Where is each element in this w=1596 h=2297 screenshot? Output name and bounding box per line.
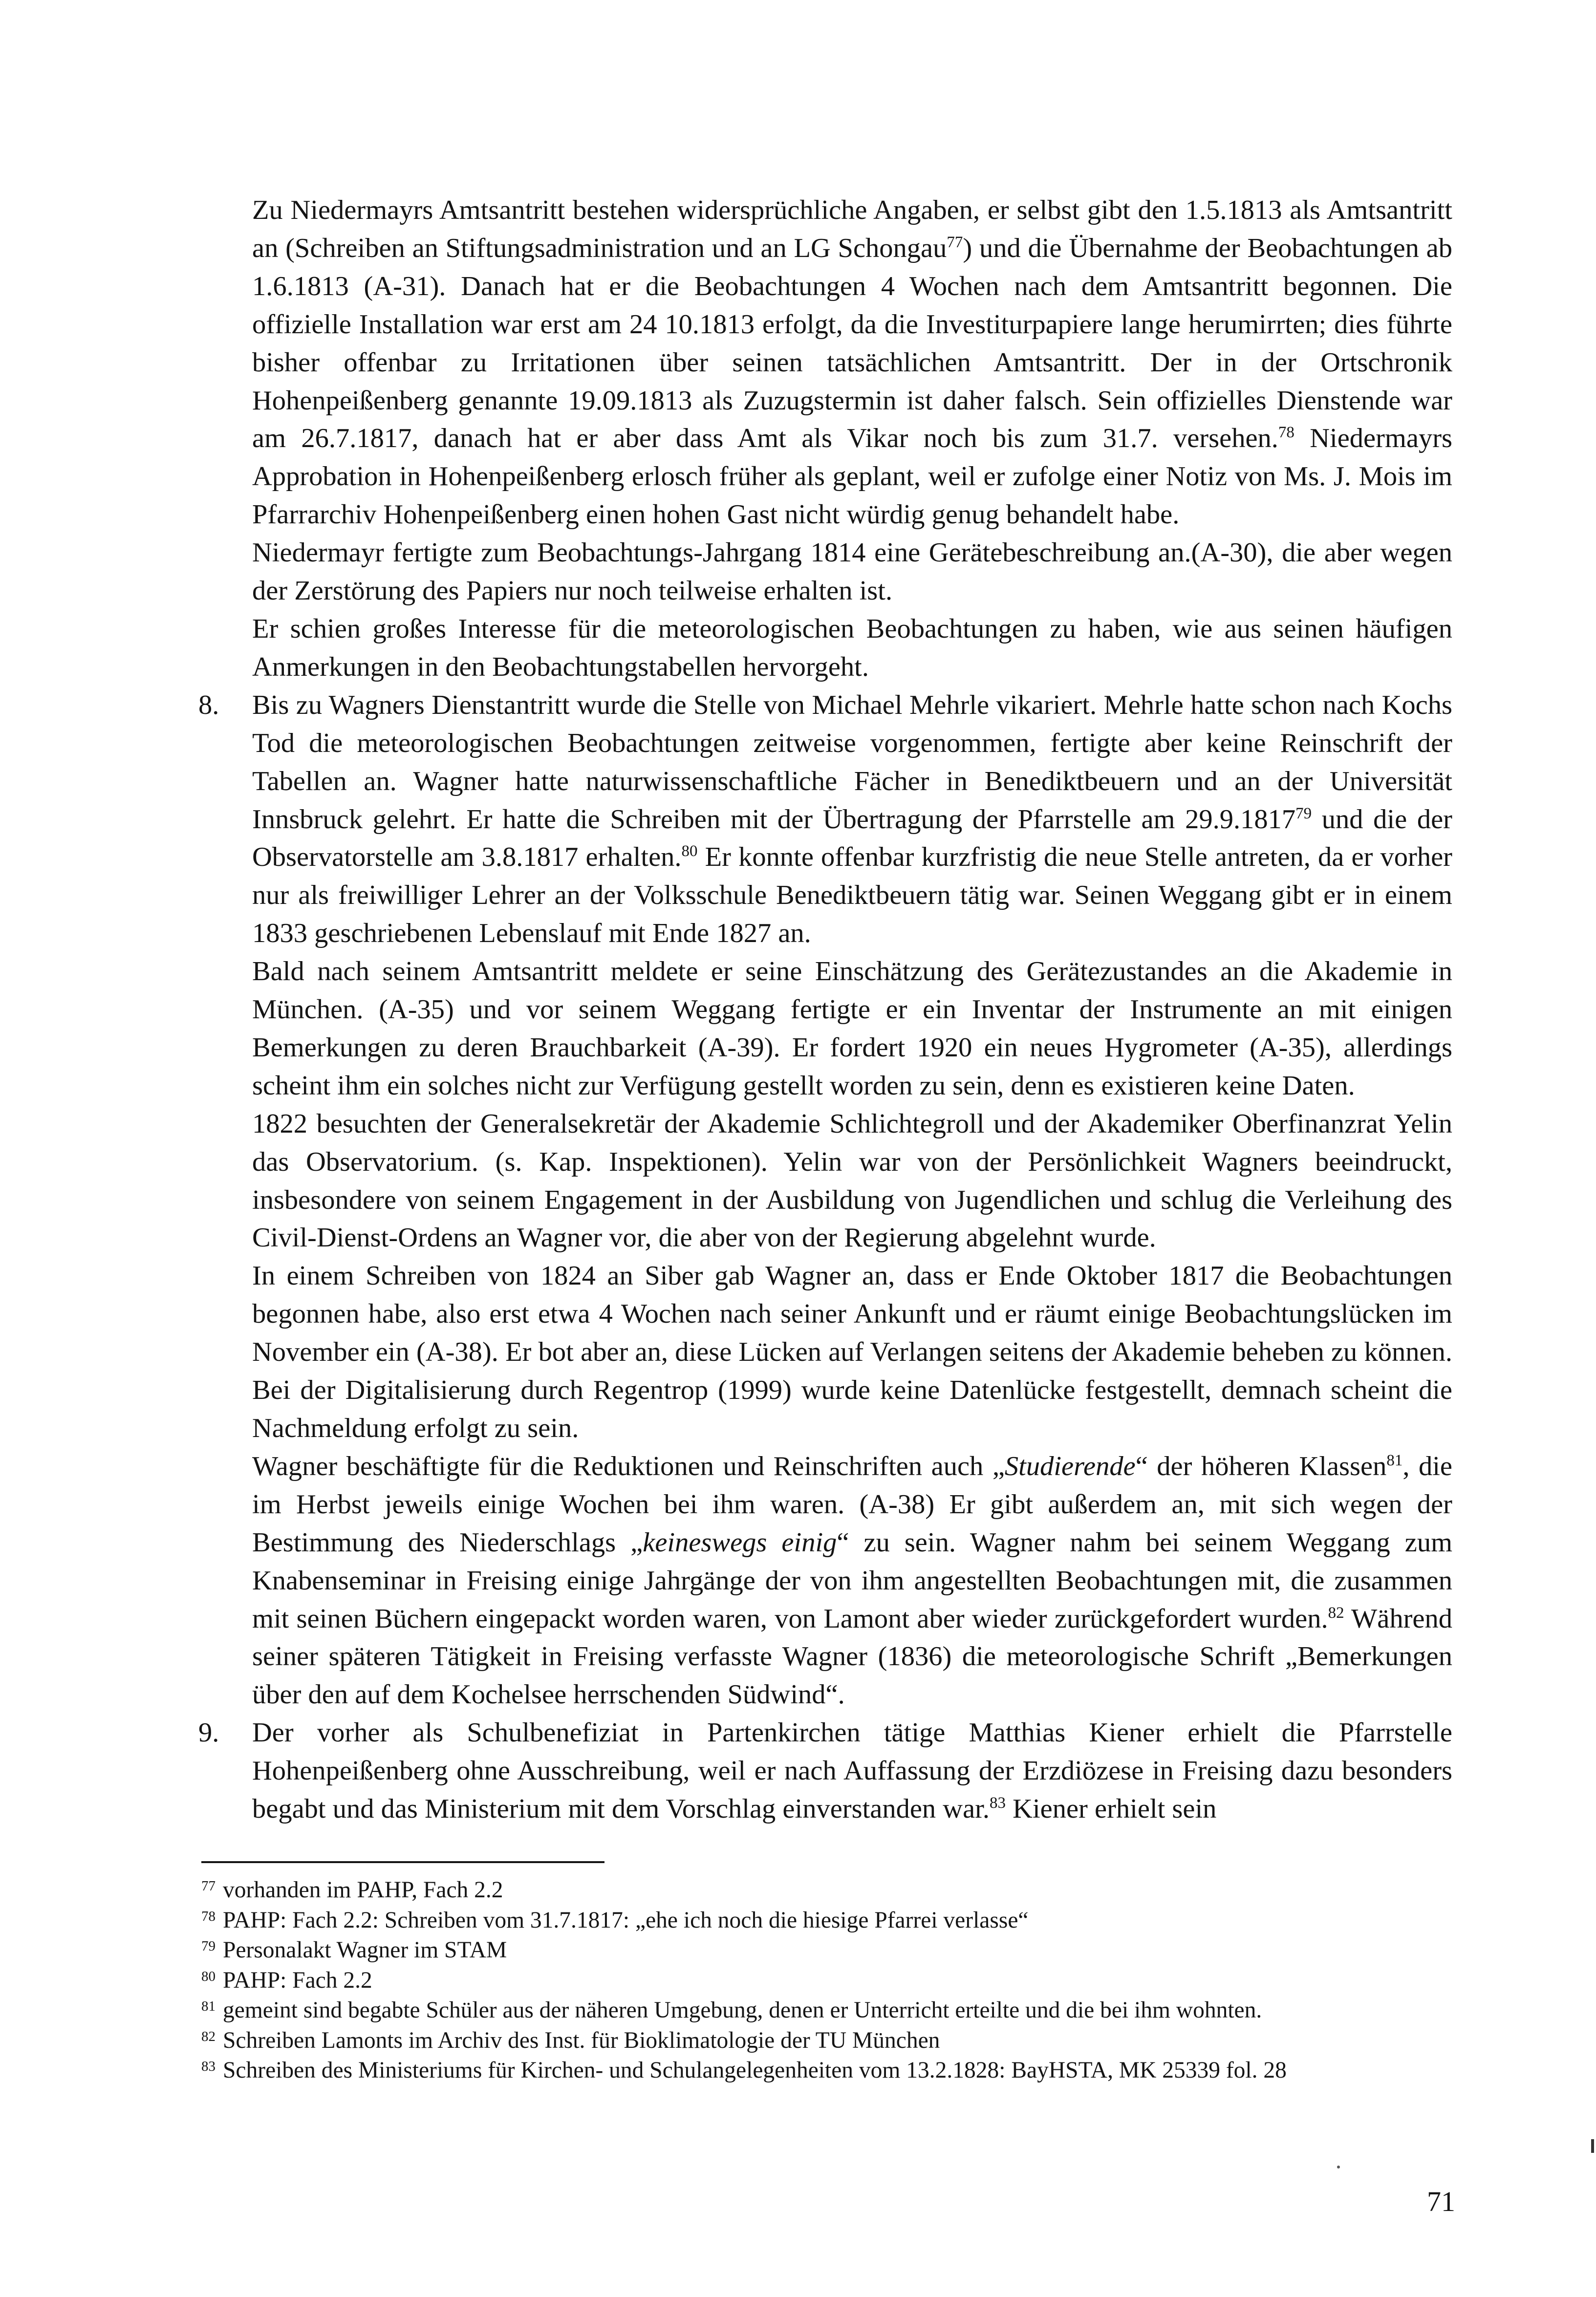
footnote-text: vorhanden im PAHP, Fach 2.2 (223, 1877, 503, 1903)
footnote (201, 1875, 1452, 1906)
list-number: 9. (198, 1717, 219, 1748)
italic-text: keineswegs einig (643, 1527, 837, 1558)
numbered-paragraph (198, 687, 1452, 953)
list-number: 8. (198, 689, 219, 720)
footnote-text: PAHP: Fach 2.2: Schreiben vom 31.7.1817: „ehe ich noch die hiesige Pfarrei verlasse“ (223, 1907, 1029, 1933)
text-run: In einem Schreiben von 1824 an Siber gab Wagner an, dass er Ende Oktober 1817 die Beobachtungen begonnen habe, also erst etwa 4 Wochen nach seiner Ankunft und er räumt einige Beobachtungslücken im November ein (A-38). Er bot aber an, diese Lücken auf Verlangen seitens der Akademie beheben zu können. Bei der Digitalisierung durch Regentrop (1999) wurde keine Datenlücke festgestellt, demnach scheint die Nachmeldung erfolgt zu sein. (252, 1261, 1452, 1443)
scan-edge-mark (1591, 2139, 1594, 2153)
paragraph (252, 192, 1452, 534)
text-run: und die der Observatorstelle am 3.8.1817 erhalten. (252, 804, 1452, 873)
text-run: ) und die Übernahme der Beobachtungen ab 1.6.1813 (A-31). Danach hat er die Beobachtungen 4 Wochen nach dem Amtsantritt begonnen. Die offizielle Installation war erst am 24 10.1813 erfolgt, da die Investiturpapiere lange herumirrten; dies führte bisher offenbar zu Irritationen über seinen tatsächlichen Amtsantritt. Der in der Ortschronik Hohenpeißenberg genannte 19.09.1813 als Zuzugstermin ist daher falsch. Sein offizielles Dienstende war am 26.7.1817, danach hat er aber dass Amt als Vikar noch bis zum 31.7. versehen. (252, 233, 1452, 454)
footnote (201, 2056, 1452, 2086)
footnote (201, 1906, 1452, 1936)
paragraph (252, 534, 1452, 610)
footnote-divider (201, 1861, 604, 1863)
text-run: “ der höheren Klassen (1135, 1451, 1387, 1481)
footnote-number: 80 (201, 1968, 216, 1984)
page-number: 71 (1427, 2186, 1455, 2217)
text-run: Wagner beschäftigte für die Reduktionen und Reinschriften auch „ (252, 1451, 1005, 1481)
text-run: , die im Herbst jeweils einige Wochen bei ihm waren. (A-38) Er gibt außerdem an, mit sich wegen der Bestimmung des Niederschlags „ (252, 1451, 1452, 1558)
italic-text: Studierende (1004, 1451, 1136, 1481)
footnote-text: Personalakt Wagner im STAM (223, 1937, 507, 1963)
footnote-ref: 82 (1328, 1604, 1344, 1622)
numbered-paragraph (198, 1714, 1452, 1828)
footnote-ref: 78 (1278, 424, 1294, 442)
text-run: “ zu sein. Wagner nahm bei seinem Weggang zum Knabenseminar in Freising einige Jahrgänge der von ihm angestellten Beobachtungen mit, die zusammen mit seinen Büchern eingepackt worden waren, von Lamont aber wieder zurückgefordert wurden. (252, 1527, 1453, 1634)
paragraph (252, 1105, 1452, 1258)
footnote-text: PAHP: Fach 2.2 (223, 1967, 372, 1993)
footnote-text: Schreiben Lamonts im Archiv des Inst. für Bioklimatologie der TU München (223, 2027, 940, 2053)
footnotes (201, 1875, 1452, 2086)
footnote-number: 83 (201, 2059, 216, 2074)
footnote-number: 77 (201, 1878, 216, 1894)
text-run: Niedermayr fertigte zum Beobachtungs-Jahrgang 1814 eine Gerätebeschreibung an.(A-30), die aber wegen der Zerstörung des Papiers nur noch teilweise erhalten ist. (252, 537, 1452, 606)
text-run: Er konnte offenbar kurzfristig die neue Stelle antreten, da er vorher nur als freiwilliger Lehrer an der Volksschule Benediktbeuern tätig war. Seinen Weggang gibt er in einem 1833 geschriebenen Lebenslauf mit Ende 1827 an. (252, 842, 1452, 949)
text-run: Er schien großes Interesse für die meteorologischen Beobachtungen zu haben, wie aus seinen häufigen Anmerkungen in den Beobachtungstabellen hervorgeht. (252, 613, 1452, 682)
text-run: Zu Niedermayrs Amtsantritt bestehen widersprüchliche Angaben, er selbst gibt den 1.5.1813 als Amtsantritt an (Schreiben an Stiftungsadministration und an LG Schongau (252, 195, 1452, 263)
text-run: Bis zu Wagners Dienstantritt wurde die Stelle von Michael Mehrle vikariert. Mehrle hatte schon nach Kochs Tod die meteorologischen Beobachtungen zeitweise vorgenommen, fertigte aber keine Reinschrift der Tabellen an. Wagner hatte naturwissenschaftliche Fächer in Benediktbeuern und an der Universität Innsbruck gelehrt. Er hatte die Schreiben mit der Übertragung der Pfarrstelle am 29.9.1817 (252, 689, 1452, 835)
footnote-ref: 80 (681, 842, 698, 860)
footnote-number: 78 (201, 1908, 216, 1924)
paragraph (252, 1448, 1452, 1714)
footnote-number: 81 (201, 1998, 216, 2014)
paragraph (252, 1257, 1452, 1448)
footnote-text: Schreiben des Ministeriums für Kirchen- und Schulangelegenheiten vom 13.2.1828: BayHSTA, MK 25339 fol. 28 (223, 2058, 1287, 2083)
text-run: Niedermayrs Approbation in Hohenpeißenberg erlosch früher als geplant, weil er zufolge einer Notiz von Ms. J. Mois im Pfarrarchiv Hohenpeißenberg einen hohen Gast nicht würdig genug behandelt habe. (252, 423, 1452, 530)
body-text (198, 192, 1453, 1828)
text-run: Bald nach seinem Amtsantritt meldete er seine Einschätzung des Gerätezustandes an die Akademie in München. (A-35) und vor seinem Weggang fertigte er ein Inventar der Instrumente an mit einigen Bemerkungen zu deren Brauchbarkeit (A-39). Er fordert 1920 ein neues Hygrometer (A-35), allerdings scheint ihm ein solches nicht zur Verfügung gestellt worden zu sein, denn es existieren keine Daten. (252, 956, 1452, 1101)
footnote-text: gemeint sind begabte Schüler aus der näheren Umgebung, denen er Unterricht erteilte und die bei ihm wohnten. (223, 1997, 1262, 2023)
text-run: Der vorher als Schulbenefiziat in Partenkirchen tätige Matthias Kiener erhielt die Pfarrstelle Hohenpeißenberg ohne Ausschreibung, weil er nach Auffassung der Erzdiözese in Freising dazu besonders begabt und das Ministerium mit dem Vorschlag einverstanden war. (252, 1717, 1452, 1825)
footnote-number: 79 (201, 1938, 216, 1954)
text-run: 1822 besuchten der Generalsekretär der Akademie Schlichtegroll und der Akademiker Oberfinanzrat Yelin das Observatorium. (s. Kap. Inspektionen). Yelin war von der Persönlichkeit Wagners beeindruckt, insbesondere von seinem Engagement in der Ausbildung von Jugendlichen und schlug die Verleihung des Civil-Dienst-Ordens an Wagner vor, die aber von der Regierung abgelehnt wurde. (252, 1108, 1452, 1253)
footnote-ref: 77 (947, 233, 963, 251)
footnote-ref: 83 (990, 1794, 1006, 1812)
footnote-ref: 81 (1386, 1451, 1403, 1469)
text-run: Kiener erhielt sein (1006, 1794, 1217, 1825)
text-run: Während seiner späteren Tätigkeit in Freising verfasste Wagner (1836) die meteorologische Schrift „Bemerkungen über den auf dem Kochelsee herrschenden Südwind“. (252, 1603, 1452, 1710)
paragraph (252, 610, 1452, 687)
scan-speck (1337, 2166, 1340, 2168)
footnote-number: 82 (201, 2028, 216, 2044)
footnote (201, 2026, 1452, 2056)
paragraph (252, 953, 1452, 1105)
footnote (201, 1935, 1452, 1966)
footnote (201, 1996, 1452, 2026)
footnote (201, 1966, 1452, 1996)
footnote-ref: 79 (1295, 804, 1312, 822)
